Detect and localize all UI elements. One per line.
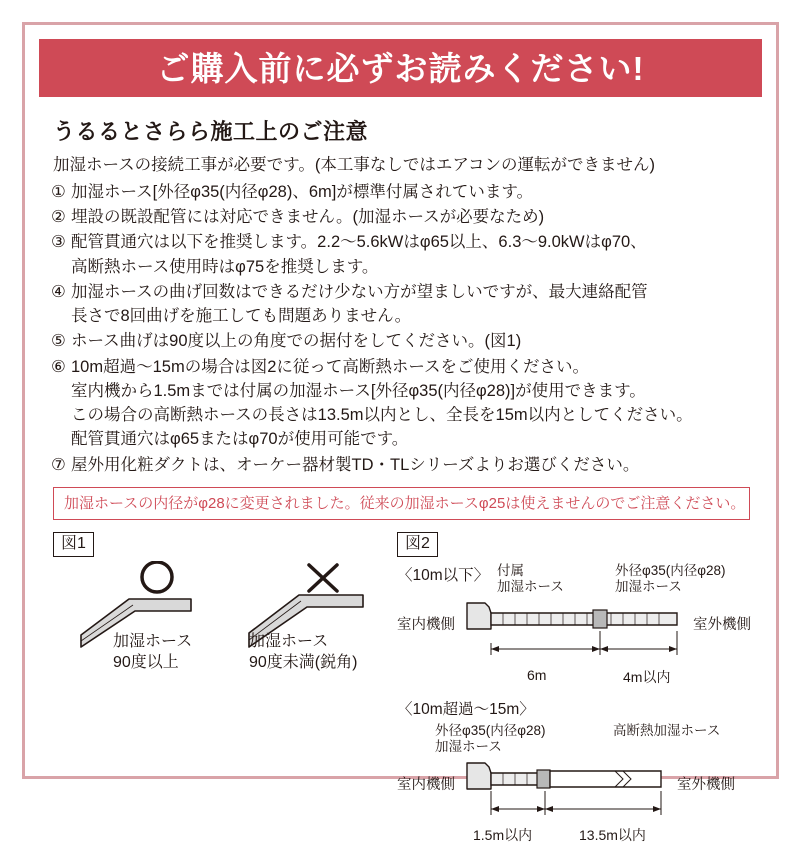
ok-caption-line-2: 90度以上 xyxy=(113,654,179,672)
list-item-line: 配管貫通穴は以下を推奨します。2.2〜5.6kWはφ65以上、6.3〜9.0kWはφ70、 xyxy=(71,233,647,252)
case-2-heading: 〈10m超過〜15m〉 xyxy=(397,700,535,718)
figure-1-ng-caption xyxy=(249,632,357,674)
list-item-number: ③ xyxy=(51,233,66,252)
case-2-dimension-2: 13.5m以内 xyxy=(579,826,646,843)
figure-1-label: 図1 xyxy=(53,532,94,556)
case-1-dimension-1: 6m xyxy=(527,666,547,683)
attached-label-line-2: 加湿ホース xyxy=(497,579,564,595)
figure-2 xyxy=(397,532,765,843)
figure-2-label: 図2 xyxy=(397,532,438,556)
list-item-number: ② xyxy=(51,208,66,227)
ng-caption-line-2: 90度未満(鋭角) xyxy=(249,654,358,672)
list-item-line: 長さで8回曲げを施工しても問題ありません。 xyxy=(71,307,412,326)
page-subtitle: うるるとさらら施工上のご注意 xyxy=(53,119,369,144)
list-item-number: ④ xyxy=(51,282,66,301)
list-item-text xyxy=(71,230,754,279)
case-1-dimension-2: 4m以内 xyxy=(623,668,671,685)
case-1-attached-label xyxy=(497,563,564,597)
case-1-heading: 〈10m以下〉 xyxy=(397,566,490,584)
case-2-dimension-1: 1.5m以内 xyxy=(473,826,533,843)
list-item-line: 埋設の既設配管には対応できません。(加湿ホースが必要なため) xyxy=(71,208,545,227)
list-item-line: 室内機から1.5mまでは付属の加湿ホース[外径φ35(内径φ28)]が使用できます。 xyxy=(71,381,646,400)
figure-2-case-1 xyxy=(397,563,765,691)
list-item xyxy=(51,329,754,353)
body-area xyxy=(25,97,776,843)
figure-1 xyxy=(53,532,383,672)
outer-label-line-1: 外径φ35(内径φ28) xyxy=(615,562,726,578)
figure-1-ok-caption xyxy=(113,632,192,674)
list-item xyxy=(51,230,754,279)
case-1-diagram xyxy=(465,599,697,661)
list-item-line: 高断熱ホース使用時はφ75を推奨します。 xyxy=(71,257,379,276)
list-item xyxy=(51,453,754,477)
list-item-number: ⑤ xyxy=(51,332,66,351)
warning-box xyxy=(53,487,750,521)
warning-text: 加湿ホースの内径がφ28に変更されました。従来の加湿ホースφ25は使えませんのでご注意ください。 xyxy=(64,494,746,512)
case-2-diagram xyxy=(465,759,681,821)
list-item-text xyxy=(71,205,754,229)
ok-caption-line-1: 加湿ホース xyxy=(113,633,193,651)
list-item-text xyxy=(71,329,754,353)
list-item-number: ① xyxy=(51,182,66,201)
list-item-number: ⑦ xyxy=(51,455,66,474)
case-1-indoor-label: 室内機側 xyxy=(397,616,455,633)
figures-area xyxy=(51,532,754,843)
list-item-line: 配管貫通穴はφ65またはφ70が使用可能です。 xyxy=(71,430,409,449)
attached-label-line-1: 付属 xyxy=(497,562,524,578)
case-2-indoor-label: 室内機側 xyxy=(397,776,455,793)
list-item-line: 加湿ホースの曲げ回数はできるだけ少ない方が望ましいですが、最大連絡配管 xyxy=(71,282,648,301)
outer-frame xyxy=(22,22,779,843)
case-2-outdoor-label: 室外機側 xyxy=(677,776,735,793)
list-item-line: 加湿ホース[外径φ35(内径φ28)、6m]が標準付属されています。 xyxy=(71,182,534,201)
list-item-number: ⑥ xyxy=(51,357,66,376)
lead-paragraph: 加湿ホースの接続工事が必要です。(本工事なしではエアコンの運転ができません) xyxy=(53,156,656,174)
case-2-insulated-label: 高断熱加湿ホース xyxy=(613,722,721,738)
outer-label-line-1: 外径φ35(内径φ28) xyxy=(435,722,546,738)
list-item xyxy=(51,205,754,229)
figure-2-case-2 xyxy=(397,697,765,843)
outer-label-line-2: 加湿ホース xyxy=(435,739,502,755)
case-2-outer-label xyxy=(435,723,546,757)
list-item-text xyxy=(71,280,754,329)
list-item xyxy=(51,355,754,452)
ok-circle-icon xyxy=(142,562,172,592)
list-item-line: ホース曲げは90度以上の角度での据付をしてください。(図1) xyxy=(71,332,522,351)
list-item-line: 10m超過〜15mの場合は図2に従って高断熱ホースをご使用ください。 xyxy=(71,357,590,376)
list-item xyxy=(51,180,754,204)
case-1-outer-label xyxy=(615,563,726,597)
list-item xyxy=(51,280,754,329)
list-item-line: 屋外用化粧ダクトは、オーケー器材製TD・TLシリーズよりお選びください。 xyxy=(71,455,640,474)
list-item-text xyxy=(71,355,754,452)
instruction-list xyxy=(51,180,754,477)
list-item-text xyxy=(71,180,754,204)
banner-title: ご購入前に必ずお読みください! xyxy=(156,49,645,87)
list-item-line: この場合の高断熱ホースの長さは13.5m以内とし、全長を15m以内としてください。 xyxy=(71,406,693,425)
ng-caption-line-1: 加湿ホース xyxy=(249,633,329,651)
list-item-text xyxy=(71,453,754,477)
outer-label-line-2: 加湿ホース xyxy=(615,579,682,595)
ng-cross-icon xyxy=(309,565,337,591)
case-1-outdoor-label: 室外機側 xyxy=(693,616,751,633)
header-banner xyxy=(39,39,762,97)
